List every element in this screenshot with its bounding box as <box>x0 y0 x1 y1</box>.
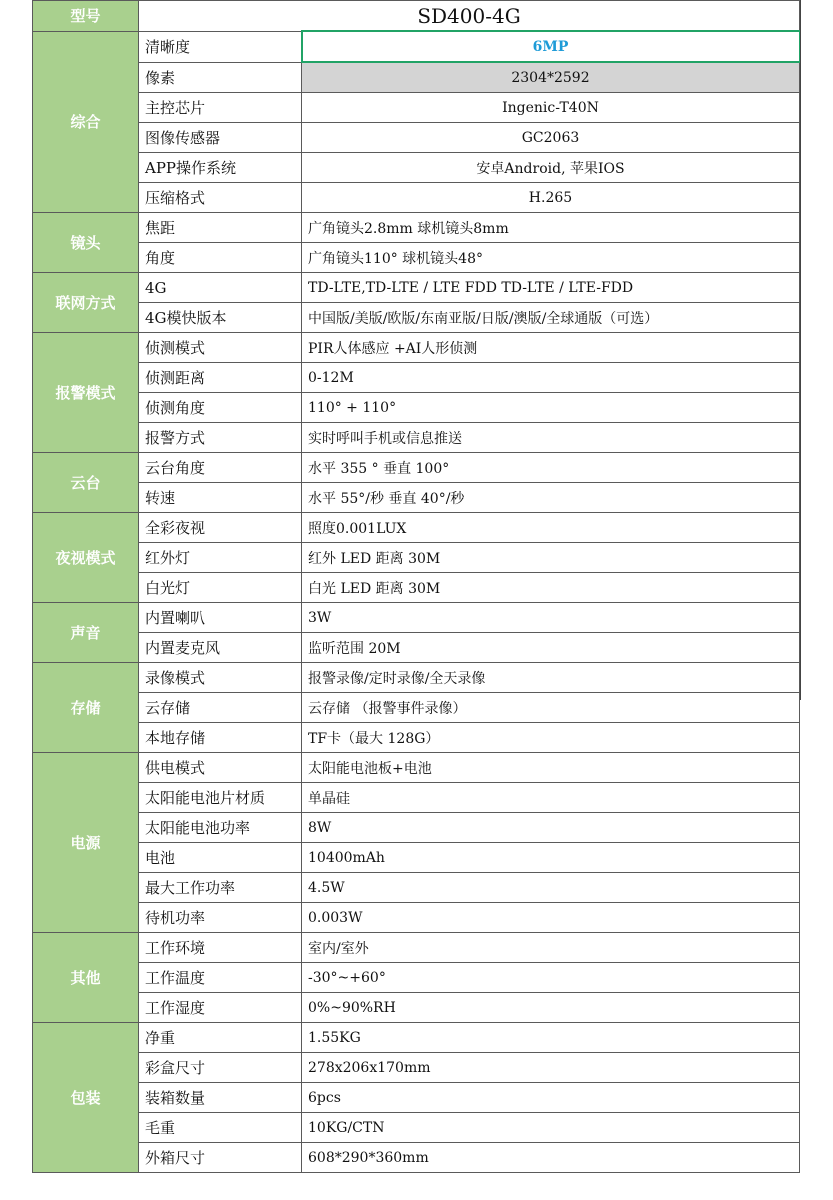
spec-row <box>33 873 800 903</box>
spec-label-cell[interactable]: 焦距 <box>139 213 302 243</box>
spec-value-cell[interactable]: 3W <box>302 603 800 633</box>
spec-value-cell[interactable]: 红外 LED 距离 30M <box>302 543 800 573</box>
spec-row <box>33 573 800 603</box>
spec-value-cell[interactable]: TD-LTE,TD-LTE / LTE FDD TD-LTE / LTE-FDD <box>302 273 800 303</box>
spec-value-cell[interactable]: 实时呼叫手机或信息推送 <box>302 423 800 453</box>
spec-label-cell[interactable]: 供电模式 <box>139 753 302 783</box>
spec-value-cell[interactable]: 广角镜头110° 球机镜头48° <box>302 243 800 273</box>
spec-label-cell[interactable]: 彩盒尺寸 <box>139 1053 302 1083</box>
category-cell[interactable]: 电源 <box>33 753 139 933</box>
spec-value-cell[interactable]: 报警录像/定时录像/全天录像 <box>302 663 800 693</box>
spec-value-cell[interactable]: 照度0.001LUX <box>302 513 800 543</box>
sheet-edge-line <box>800 0 801 700</box>
spec-row <box>33 62 800 93</box>
spec-label-cell[interactable]: 云台角度 <box>139 453 302 483</box>
spec-row <box>33 513 800 543</box>
spec-label-cell[interactable]: 工作环境 <box>139 933 302 963</box>
spec-row <box>33 783 800 813</box>
spec-value-cell[interactable]: 太阳能电池板+电池 <box>302 753 800 783</box>
spec-value-cell[interactable]: H.265 <box>302 183 800 213</box>
spec-label-cell[interactable]: 报警方式 <box>139 423 302 453</box>
spec-row <box>33 663 800 693</box>
spec-row <box>33 453 800 483</box>
spec-label-cell[interactable]: 侦测距离 <box>139 363 302 393</box>
spec-label-cell[interactable]: 角度 <box>139 243 302 273</box>
spec-row <box>33 903 800 933</box>
spec-row <box>33 213 800 243</box>
spec-row <box>33 243 800 273</box>
spec-row <box>33 813 800 843</box>
spec-value-cell[interactable]: 0.003W <box>302 903 800 933</box>
spec-value-cell[interactable]: 10KG/CTN <box>302 1113 800 1143</box>
spec-label-cell[interactable]: 云存储 <box>139 693 302 723</box>
spec-value-cell[interactable]: TF卡（最大 128G） <box>302 723 800 753</box>
spec-label-cell[interactable]: APP操作系统 <box>139 153 302 183</box>
category-cell[interactable]: 镜头 <box>33 213 139 273</box>
spec-row <box>33 723 800 753</box>
spec-row <box>33 183 800 213</box>
spec-value-cell[interactable]: 0%~90%RH <box>302 993 800 1023</box>
spec-row <box>33 303 800 333</box>
spec-label-cell[interactable]: 装箱数量 <box>139 1083 302 1113</box>
spec-label-cell[interactable]: 侦测模式 <box>139 333 302 363</box>
spec-value-cell[interactable]: 1.55KG <box>302 1023 800 1053</box>
category-cell[interactable]: 存储 <box>33 663 139 753</box>
spec-label-cell[interactable]: 毛重 <box>139 1113 302 1143</box>
category-cell[interactable]: 其他 <box>33 933 139 1023</box>
spec-label-cell[interactable]: 压缩格式 <box>139 183 302 213</box>
spec-value-cell[interactable]: 110° + 110° <box>302 393 800 423</box>
spec-value-cell[interactable]: 10400mAh <box>302 843 800 873</box>
spec-row <box>33 633 800 663</box>
spec-label-cell[interactable]: 主控芯片 <box>139 93 302 123</box>
spec-label-cell[interactable]: 全彩夜视 <box>139 513 302 543</box>
spec-label-cell[interactable]: 录像模式 <box>139 663 302 693</box>
spec-value-cell[interactable]: 中国版/美版/欧版/东南亚版/日版/澳版/全球通版（可选） <box>302 303 800 333</box>
model-name[interactable]: SD400-4G <box>139 1 800 32</box>
spec-label-cell[interactable]: 像素 <box>139 62 302 93</box>
spec-value-cell[interactable]: 4.5W <box>302 873 800 903</box>
spec-label-cell[interactable]: 图像传感器 <box>139 123 302 153</box>
spec-row <box>33 31 800 62</box>
spec-label-cell[interactable]: 工作湿度 <box>139 993 302 1023</box>
spec-row <box>33 93 800 123</box>
spec-label-cell[interactable]: 太阳能电池功率 <box>139 813 302 843</box>
spec-label-cell[interactable]: 白光灯 <box>139 573 302 603</box>
spec-label-cell[interactable]: 侦测角度 <box>139 393 302 423</box>
spec-value-cell[interactable]: 水平 355 ° 垂直 100° <box>302 453 800 483</box>
spec-value-cell[interactable]: 2304*2592 <box>302 62 800 93</box>
spec-value-cell[interactable]: 0-12M <box>302 363 800 393</box>
spec-value-cell[interactable]: 安卓Android, 苹果IOS <box>302 153 800 183</box>
model-header-label[interactable]: 型号 <box>33 1 139 32</box>
spec-value-cell[interactable]: 608*290*360mm <box>302 1143 800 1173</box>
spec-value-cell[interactable]: 水平 55°/秒 垂直 40°/秒 <box>302 483 800 513</box>
spec-row <box>33 933 800 963</box>
spec-row <box>33 543 800 573</box>
spec-value-cell[interactable]: PIR人体感应 +AI人形侦测 <box>302 333 800 363</box>
spec-row <box>33 1083 800 1113</box>
spec-value-cell[interactable]: 8W <box>302 813 800 843</box>
title-row <box>33 1 800 32</box>
spec-row <box>33 1053 800 1083</box>
spec-row <box>33 423 800 453</box>
spec-row <box>33 153 800 183</box>
spec-value-cell[interactable]: GC2063 <box>302 123 800 153</box>
spec-row <box>33 123 800 153</box>
spec-label-cell[interactable]: 外箱尺寸 <box>139 1143 302 1173</box>
spec-label-cell[interactable]: 4G <box>139 273 302 303</box>
spec-label-cell[interactable]: 清晰度 <box>139 31 302 62</box>
category-cell[interactable]: 综合 <box>33 31 139 213</box>
spec-label-cell[interactable]: 转速 <box>139 483 302 513</box>
category-cell[interactable]: 声音 <box>33 603 139 663</box>
spec-label-cell[interactable]: 内置麦克风 <box>139 633 302 663</box>
spec-row <box>33 993 800 1023</box>
spec-value-cell[interactable]: 6MP <box>302 31 800 62</box>
spec-row <box>33 333 800 363</box>
spec-label-cell[interactable]: 内置喇叭 <box>139 603 302 633</box>
spec-value-cell[interactable]: -30°~+60° <box>302 963 800 993</box>
category-cell[interactable]: 包装 <box>33 1023 139 1173</box>
spec-table <box>32 0 801 1173</box>
category-cell[interactable]: 云台 <box>33 453 139 513</box>
spec-label-cell[interactable]: 净重 <box>139 1023 302 1053</box>
spec-value-cell[interactable]: 监听范围 20M <box>302 633 800 663</box>
spec-row <box>33 1023 800 1053</box>
spec-value-cell[interactable]: 室内/室外 <box>302 933 800 963</box>
spec-row <box>33 693 800 723</box>
spec-label-cell[interactable]: 本地存储 <box>139 723 302 753</box>
spec-value-cell[interactable]: 白光 LED 距离 30M <box>302 573 800 603</box>
spec-label-cell[interactable]: 最大工作功率 <box>139 873 302 903</box>
spec-row <box>33 393 800 423</box>
spec-row <box>33 603 800 633</box>
spec-value-cell[interactable]: Ingenic-T40N <box>302 93 800 123</box>
spec-value-cell[interactable]: 单晶硅 <box>302 783 800 813</box>
spec-row <box>33 753 800 783</box>
spec-row <box>33 843 800 873</box>
spec-label-cell[interactable]: 电池 <box>139 843 302 873</box>
spec-row <box>33 963 800 993</box>
category-cell[interactable]: 联网方式 <box>33 273 139 333</box>
spec-row <box>33 273 800 303</box>
spec-value-cell[interactable]: 6pcs <box>302 1083 800 1113</box>
category-cell[interactable]: 夜视模式 <box>33 513 139 603</box>
spec-value-cell[interactable]: 278x206x170mm <box>302 1053 800 1083</box>
spec-row <box>33 1143 800 1173</box>
spec-value-cell[interactable]: 广角镜头2.8mm 球机镜头8mm <box>302 213 800 243</box>
spec-value-cell[interactable]: 云存储 （报警事件录像） <box>302 693 800 723</box>
spec-label-cell[interactable]: 待机功率 <box>139 903 302 933</box>
spec-label-cell[interactable]: 工作温度 <box>139 963 302 993</box>
spec-row <box>33 483 800 513</box>
spec-label-cell[interactable]: 太阳能电池片材质 <box>139 783 302 813</box>
category-cell[interactable]: 报警模式 <box>33 333 139 453</box>
spec-row <box>33 1113 800 1143</box>
spec-label-cell[interactable]: 4G模快版本 <box>139 303 302 333</box>
spec-label-cell[interactable]: 红外灯 <box>139 543 302 573</box>
spec-row <box>33 363 800 393</box>
